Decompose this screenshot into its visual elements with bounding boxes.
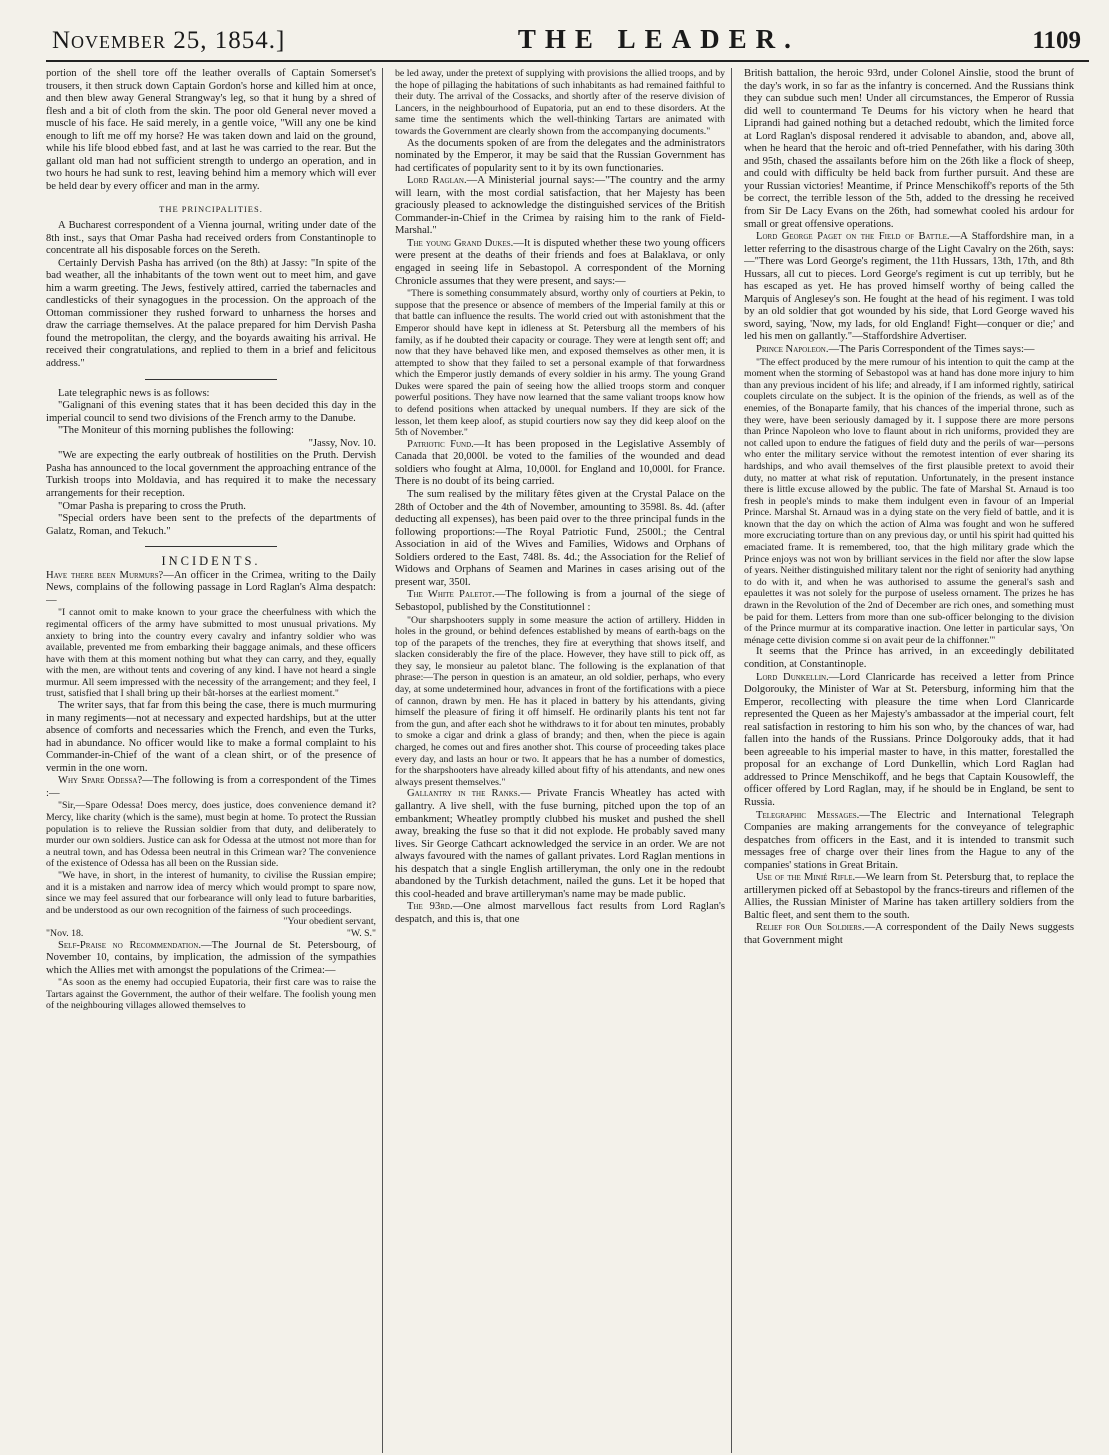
- paragraph: [744, 872, 1074, 922]
- newspaper-title: THE LEADER.: [517, 24, 800, 54]
- paragraph: "Special orders have been sent to the prefects of the departments of Galatz, Roman, and Tekuch.": [46, 513, 376, 537]
- paragraph-head: Use of the Minié Rifle.: [756, 872, 856, 884]
- paragraph: The sum realised by the military fêtes given at the Crystal Palace on the 28th of October and the 4th of November, amounting to 3598l. 8s. 4d. (after deducting all expenses), has been paid over to the three principal funds in the following proportions:—The Royal Patriotic Fund, 2500l.; the Central Association in aid of the Wives and Families, Widows and Orphans of Soldiers ordered to the East, 748l. 8s. 4d.; the Association for the Relief of Widows and Orphans of Seamen and Marines in cases arising out of the present war, 350l.: [395, 489, 725, 588]
- issue-date: November 25, 1854.]: [52, 27, 286, 54]
- paragraph-head: Telegraphic Messages.: [756, 809, 860, 821]
- paragraph-head: Relief for Our Soldiers.: [756, 922, 865, 934]
- paragraph: [395, 439, 725, 489]
- paragraph-body: —The Journal de St. Petersbourg, of November 10, contains, by implication, the admission of the sympathies which the Allies met with amongst the populations of the Crimea:—: [46, 939, 376, 976]
- paragraph-head: The 93rd.: [407, 901, 453, 913]
- quotation: "I cannot omit to make known to your grace the cheerfulness with which the regimental officers of the army have submitted to most unusual privations. My anxiety to bring into the country every cavalry and infantry soldier who was available, prevented me from embarking their baggage animals, and these officers have with them at this moment nothing but what they can carry, and they, equally with the men, are without tents and covering of any kind. I have not heard a single murmur. All seem impressed with the necessity of the arrangement; and they feel, I trust, satisfied that I shall bring up their bât-horses at the earliest moment.": [46, 607, 376, 700]
- paragraph-body: —The Electric and International Telegraph Companies are making arrangements for the conveyance of telegraphic despatches from officers in the East, and it is intended to transmit such messages free of charge over their lines from the Hague to any of the companies' stations in Great Britain.: [744, 809, 1074, 871]
- paragraph: "We are expecting the early outbreak of hostilities on the Pruth. Dervish Pasha has announced to the local government the approaching entrance of the Turkish troops into Moldavia, and has required it to make the necessary arrangements for their reception.: [46, 450, 376, 499]
- column-2: [395, 68, 732, 1453]
- paragraph-body: —A correspondent of the Daily News suggests that Government might: [744, 922, 1074, 946]
- paragraph: The writer says, that far from this being the case, there is much murmuring in many regiments—not at necessary and expected hardships, but at the utter absence of comforts and necessaries which the French, and even the Turks, had in abundance. No officer would like to make a formal complaint to his Commander-in-Chief of the want of a clean shirt, or of the presence of vermin in the one worn.: [46, 700, 376, 774]
- paragraph: It seems that the Prince has arrived, in an exceedingly debilitated condition, at Constantinople.: [744, 646, 1074, 670]
- letter-signature: "W. S.": [346, 927, 376, 939]
- quotation: be led away, under the pretext of supplying with provisions the allied troops, and by the hope of pillaging the habitations of such inhabitants as had remained faithful to their duty. The arrival of the Cossacks, and shortly after of the reserve division of Lancers, in the neighbourhood of Eupatoria, put an end to these disorders. At the same time the sentiments which the well-thinking Tartars are animated with towards the Government are clearly shown from the accompanying documents.": [395, 68, 725, 137]
- paragraph: Certainly Dervish Pasha has arrived (on the 8th) at Jassy: "In spite of the bad weather, all the inhabitants of the town went out to meet him, and gave him a warm greeting. The Jews, festively attired, carried the tabernacles and candlesticks of their synagogues in the procession. On the approach of the Ottoman commissioner they rushed forward to unharness the horses and draw the carriage themselves. At the palace prepared for him Dervish Pasha found the metropolitan, the clergy, and the boyards awaiting his arrival. He received their congratulations, and replied to them in a brief and felicitous address.": [46, 257, 376, 370]
- subheading: THE PRINCIPALITIES.: [159, 204, 263, 215]
- masthead: [46, 18, 1089, 62]
- paragraph-head: Why Spare Odessa?: [58, 775, 143, 787]
- columns: [46, 68, 1089, 1453]
- paragraph: "Omar Pasha is preparing to cross the Pruth.: [58, 500, 246, 512]
- paragraph-head: Patriotic Fund.: [407, 438, 474, 450]
- paragraph: [744, 344, 1074, 357]
- paragraph: Late telegraphic news is as follows:: [58, 387, 210, 399]
- paragraph: A Bucharest correspondent of a Vienna journal, writing under date of the 8th inst., says that Omar Pasha had received orders from Constantinople to concentrate all his disposable forces on the Sereth.: [46, 220, 376, 257]
- paragraph-head: Self-Praise no Recommendation.: [58, 939, 201, 951]
- page-number: 1109: [1032, 27, 1081, 54]
- paragraph-body: —An officer in the Crimea, writing to the Daily News, complains of the following passage in Lord Raglan's Alma despatch:—: [46, 569, 376, 606]
- paragraph: [744, 810, 1074, 873]
- paragraph: portion of the shell tore off the leather overalls of Captain Somerset's trousers, it then struck down Captain Gordon's horse and killed him at once, and then blew away General Strangway's leg, so that it hung by a shred of flesh and a bit of cloth from the skin. The poor old General never moved a muscle of his face. He said merely, in a gentle voice, "Will any one be kind enough to lift me off my horse? He was taken down and laid on the ground, while his life blood ebbed fast, and at last he was carried to the rear. But the gallant old man had not sufficient strength to undergo an operation, and in two hours he had sunk to rest, leaving behind him a memory which will ever be held dear by every officer and man in the army.: [46, 68, 376, 192]
- divider: [145, 379, 277, 380]
- paragraph: [395, 589, 725, 614]
- paragraph: [46, 570, 376, 608]
- paragraph-body: —The following is from a journal of the siege of Sebastopol, published by the Constitutionnel :: [395, 589, 725, 613]
- paragraph: [744, 922, 1074, 947]
- paragraph-head: The White Paletot.: [407, 589, 495, 601]
- paragraph: [744, 231, 1074, 344]
- paragraph: [46, 775, 376, 800]
- paragraph: British battalion, the heroic 93rd, under Colonel Ainslie, stood the brunt of the day's work, in so far as the infantry is concerned. And the Russians think they can subdue such men! Under all circumstances, the Emperor of Russia did well to countermand Te Deums for his victory when he heard that Liprandi had gained nothing but a detached redoubt, which the limited force at Lord Raglan's disposal rendered it advisable to abandon, and, above all, when he heard that the heroic and oft-tried Pennefather, with his daring 30th and 95th, chased the assailants before him on the 26th like a flock of sheep, and could with difficulty be held back from further pursuit. And these are your Russian victories! Meantime, if Prince Menschikoff's reports of the 5th be correct, the terrible lesson of the 5th, added to the dressing he received from Sir De Lacy Evans on the 26th, had somewhat cooled his ardour for small or great offensive operations.: [744, 68, 1074, 230]
- quotation: "We have, in short, in the interest of humanity, to civilise the Russian empire; and it is a mistaken and narrow idea of mercy which would prompt to spare now, since we may feel assured that our forbearance will only lead to future barbarities, and be understood as our own recognition of the fairness of such proceedings.: [46, 870, 376, 916]
- letter-closing: "Your obedient servant,: [283, 916, 376, 928]
- column-1: [46, 68, 383, 1453]
- quotation: "There is something consummately absurd, worthy only of courtiers at Pekin, to suppose that the presence or absence of members of the Imperial family at this or that battle can influence the results. The world cried out with astonishment that the Emperor should have kept in idleness at St. Petersburg all the members of his family, as if he doubted their capacity or courage. They were at length sent off; and now that they have behaved like men, and exposed themselves as other men, it is attempted to show that they failed to set a personal example of that forwardness which the Emperor justly demands of every soldier in his army. The young Grand Dukes were spared the pain of seeing how the allied troops storm and conquer powerful positions. They have now learned that the same valiant troops know how to defend positions when attacked by unequal numbers. If they are sick of the lesson, let them keep aloof, as stupid courtiers now say they did keep aloof on the 5th of November.": [395, 288, 725, 439]
- paragraph: [395, 238, 725, 288]
- paragraph: "The Moniteur of this morning publishes the following:: [58, 425, 294, 437]
- paragraph: [744, 672, 1074, 810]
- letter-date: "Nov. 18.: [46, 927, 84, 939]
- paragraph: [395, 175, 725, 238]
- quotation: "Our sharpshooters supply in some measure the action of artillery. Hidden in holes in the ground, or behind defences established by means of earth-bags on the top of the parapets of the trenches, they fire at everything that shows itself, and slacken considerably the fire of the place. However, they have still to pick off, as they say, le monsieur au paletot blanc. The following is the explanation of that phrase:—The person in question is an amateur, an old soldier, perhaps, who every day, at some undetermined hour, advances in front of the fortifications with a piece of cannon, drawn by men. He has it placed in battery by his attendants, giving himself the pleasure of firing it off himself. He ordinarily plants his tent not far from the gun, and after each shot he withdraws to it for about ten minutes, probably to smoke a cigar and drink a glass of brandy; and then, when the piece is again charged, he comes out and fires another shot. This course of proceeding takes place every day, and lasts an hour or two. It appears that he has a number of domestics, for the sharpshooters have already killed about fifty of his attendants, and new ones always present themselves.": [395, 614, 725, 788]
- paragraph: "Galignani of this evening states that it has been decided this day in the imperial council to send two divisions of the French army to the Danube.: [46, 400, 376, 424]
- quotation: "The effect produced by the mere rumour of his intention to quit the camp at the moment when the storming of Sebastopol was at hand has done more injury to him than any previous incident of his life; and already, if I am informed rightly, satirical couplets circulate on the subject. It is the opinion of the friends, as well as of the enemies, of the Bonaparte family, that his chances of the imperial throne, such as they were, have been seriously damaged by it. I suppose there are more persons than Prince Napoleon who love to flaunt about in rich uniforms, provided they are not called upon to endure the fatigues of field duty and the perils of war—persons who enter the military service without the remotest intention of ever sharing its hardships, and who avail themselves of the first plausible pretext to avoid their duty, no matter at what risk of reputation. Unfortunately, in the present instance there is little excuse allowed by the public. The fate of Marshal St. Arnaud is too fresh in people's minds to make them indulgent even in favour of an Imperial Prince. Marshal St. Arnaud was in a dying state on the very field of battle, and it is known that the day on which the action of Alma was fought and won he suffered more excruciating torture than on any previous day, or until his spirit had quitted his emaciated frame. It is remembered, too, that the high military grade which the Prince enjoys was not won by brilliant services in the field nor after the slow lapse of years. Neither distinguished military talent nor the right of seniority had anything to do with it, and when he was authorised to assume the general's sash and epaulettes it was not solely for the purpose of useless ornament. The prizes he has drawn in the Revolution of the 2nd of December are rich ones, and something must be paid for them. Letters from more than one sub-officer belonging to the division of the Prince murmur at its comparative inaction. One letter in particular says, 'On ménage cette division comme si on avait peur de la chiffonner.'": [744, 356, 1074, 646]
- letter-signature-row: [46, 928, 376, 940]
- paragraph: [46, 940, 376, 978]
- quotation: "Sir,—Spare Odessa! Does mercy, does justice, does convenience demand it? Mercy, like charity (which is the same), must begin at home. To protect the Russian population is to relieve the Russian soldier from that duty, and deliberately to murder our own soldiers. Justice can ask for Odessa at the utmost not more than for a neutral town, and has Odessa been neutral in this Crimean war? The convenience of the existence of Odessa has all been on the Russian side.: [46, 800, 376, 870]
- paragraph: [395, 901, 725, 926]
- paragraph: [395, 788, 725, 901]
- paragraph-body: —The Paris Correspondent of the Times says:—: [828, 344, 1035, 356]
- paragraph-head: Lord George Paget on the Field of Battle.: [756, 231, 950, 243]
- paragraph-body: — Private Francis Wheatley has acted with gallantry. A live shell, with the fuse burning, pitched upon the top of an embankment; Wheatley promptly clubbed his musket and pushed the shell away, breaking the fuse so that it did not explode. He probably saved many lives. Sir George Cathcart acknowledged the service in an order. We are not always favoured with the names of gallant privates. Lord Raglan mentions in his despatch that a single English artilleryman, the only one in the redoubt abandoned by the Turkish detachment, nailed the guns. Let it be hoped that this cool-headed and brave artilleryman's name may be made public.: [395, 788, 725, 900]
- paragraph-head: Lord Dunkellin.: [756, 671, 829, 683]
- paragraph-body: —It has been proposed in the Legislative Assembly of Canada that 20,000l. be voted to the families of the wounded and dead soldiers who fought at Alma, 10,000l. for England and 10,000l. for France. There is no doubt of its being carried.: [395, 438, 725, 488]
- paragraph: As the documents spoken of are from the delegates and the administrators nominated by the Emperor, it may be said that the Russian Government has had certificates of popularity sent to it by its own functionaries.: [395, 137, 725, 174]
- paragraph-body: —Lord Clanricarde has received a letter from Prince Dolgorouky, the Minister of War at St. Petersburg, informing him that the Emperor, recollecting with pleasure the time when Lord Clanricarde represented the Queen as her Majesty's ambassador at the imperial court, felt real satisfaction in restoring to him his son who, by the chances of war, had fallen into the hands of the Russians. Prince Dolgorouky adds, that it had been agreeable to his imperial master to have, in this matter, forestalled the proposal for an exchange of Lord Dunkellin, which Lord Raglan had addressed to Prince Menschikoff, and he begs that Captain Kousowleff, the officer offered by Lord Raglan, may, if he should be in England, be sent to Russia.: [744, 671, 1074, 808]
- dateline: "Jassy, Nov. 10.: [308, 437, 376, 449]
- paragraph-head: Lord Raglan.: [407, 175, 467, 187]
- section-heading: INCIDENTS.: [161, 554, 261, 569]
- paragraph-head: Gallantry in the Ranks.: [407, 788, 521, 800]
- paragraph-body: —A Ministerial journal says:—"The country and the army will learn, with the most cordial satisfaction, that her Majesty has been graciously pleased to acknowledge the distinguished services of the British Commander-in-Chief in the Crimea by raising him to the rank of Field-Marshal.": [395, 175, 725, 237]
- paragraph-body: —A Staffordshire man, in a letter referring to the disastrous charge of the Light Cavalry on the 26th, says:—"There was Lord George's regiment, the 11th Hussars, 13th, 17th, and 8th Hussars, all cut to pieces. Lord George's regiment is cut up terribly, but he has escaped as yet. He has proved himself worthy of being called the Marquis of Anglesey's son. He fought at the head of his regiment. I was told by an old soldier that got wounded by his side, that Lord George waved his sword, saying, 'Now, my lads, for old England! Fight—conquer or die;' and led his men on gallantly."—Staffordshire Advertiser.: [744, 231, 1074, 343]
- divider: [145, 546, 277, 547]
- paragraph-body: —We learn from St. Petersburg that, to replace the artillerymen picked off at Sebastopol by the francs-tireurs and riflemen of the Allies, the Russian Minister of Marine has taken artillery soldiers from the Baltic fleet, and sent them to the south.: [744, 872, 1074, 921]
- paragraph-head: Prince Napoleon.: [756, 344, 829, 356]
- paragraph-body: —One almost marvellous fact results from Lord Raglan's despatch, and this is, that one: [395, 901, 725, 925]
- paragraph-body: —The following is from a correspondent of the Times :—: [46, 775, 377, 799]
- paragraph-body: —It is disputed whether these two young officers were present at the deaths of their friends and foes at Balaklava, or only engaged in seeing life in Sebastopol. A correspondent of the Morning Chronicle assumes that they were present, and says:—: [395, 237, 725, 287]
- paragraph-head: Have there been Murmurs?: [46, 569, 164, 581]
- quotation: "As soon as the enemy had occupied Eupatoria, their first care was to raise the Tartars against the Government, the author of their welfare. The foolish young men of the neighbouring villages allowed themselves to: [46, 977, 376, 1012]
- column-3: [744, 68, 1074, 1453]
- paragraph-head: The young Grand Dukes.: [407, 237, 514, 249]
